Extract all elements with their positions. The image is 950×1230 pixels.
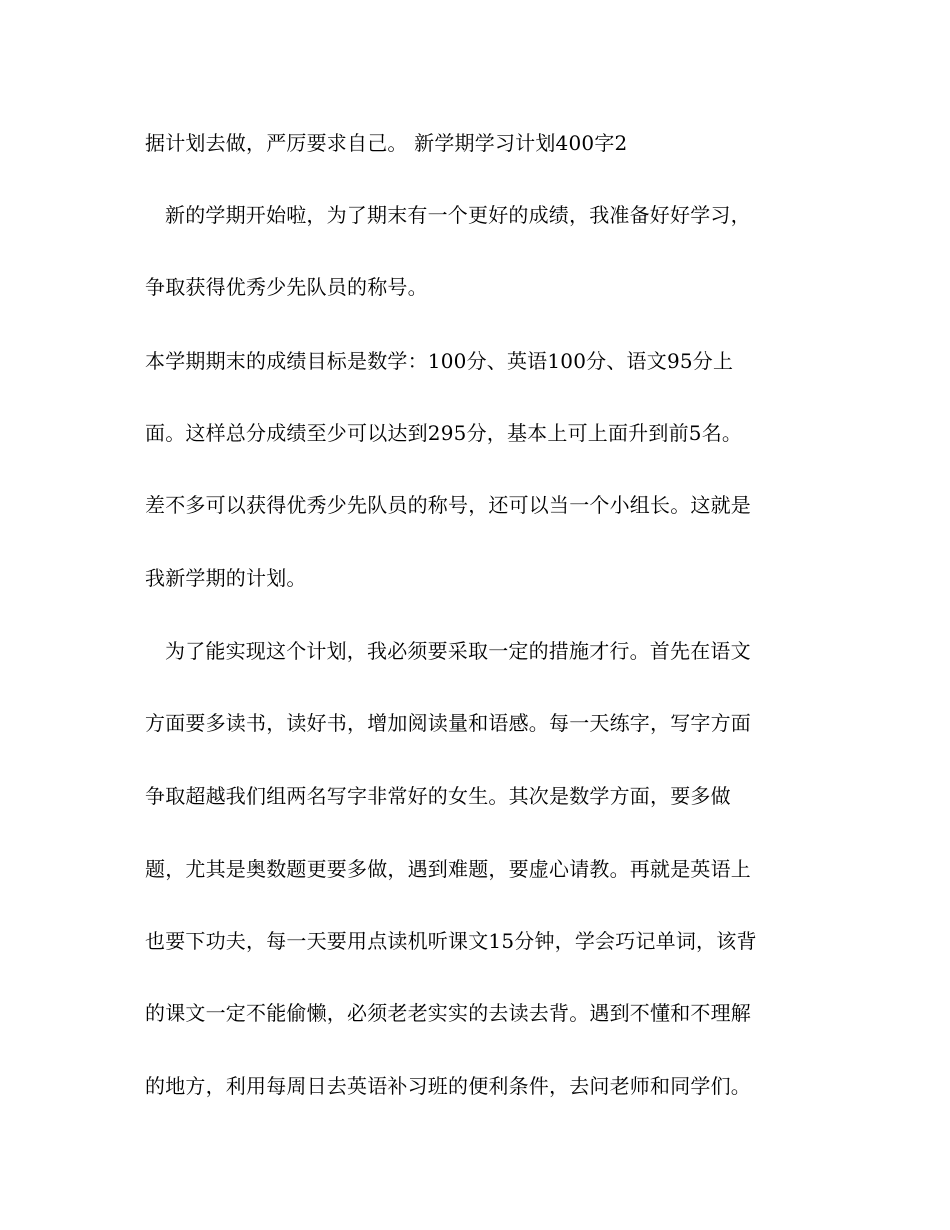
text-line-12: 也要下功夫，每一天要用点读机听课文15分钟，学会巧记单词，该背: [145, 929, 757, 953]
text-line-4: 本学期期末的成绩目标是数学：100分、英语100分、语文95分上: [145, 349, 734, 373]
text-line-11: 题，尤其是奥数题更要多做，遇到难题，要虚心请教。再就是英语上: [145, 857, 751, 881]
text-line-2: 新的学期开始啦，为了期末有一个更好的成绩，我准备好好学习，: [165, 203, 751, 227]
text-line-1: 据计划去做，严厉要求自己。 新学期学习计划400字2: [145, 131, 628, 155]
text-line-10: 争取超越我们组两名写字非常好的女生。其次是数学方面，要多做: [145, 784, 731, 808]
text-line-8: 为了能实现这个计划，我必须要采取一定的措施才行。首先在语文: [165, 639, 751, 663]
text-line-6: 差不多可以获得优秀少先队员的称号，还可以当一个小组长。这就是: [145, 493, 751, 517]
text-line-14: 的地方，利用每周日去英语补习班的便利条件，去问老师和同学们。: [145, 1074, 751, 1098]
text-line-7: 我新学期的计划。: [145, 566, 307, 590]
text-line-5: 面。这样总分成绩至少可以达到295分，基本上可上面升到前5名。: [145, 421, 743, 445]
text-line-3: 争取获得优秀少先队员的称号。: [145, 275, 428, 299]
text-line-13: 的课文一定不能偷懒，必须老老实实的去读去背。遇到不懂和不理解: [145, 1001, 751, 1025]
text-line-9: 方面要多读书，读好书，增加阅读量和语感。每一天练字，写字方面: [145, 711, 751, 735]
